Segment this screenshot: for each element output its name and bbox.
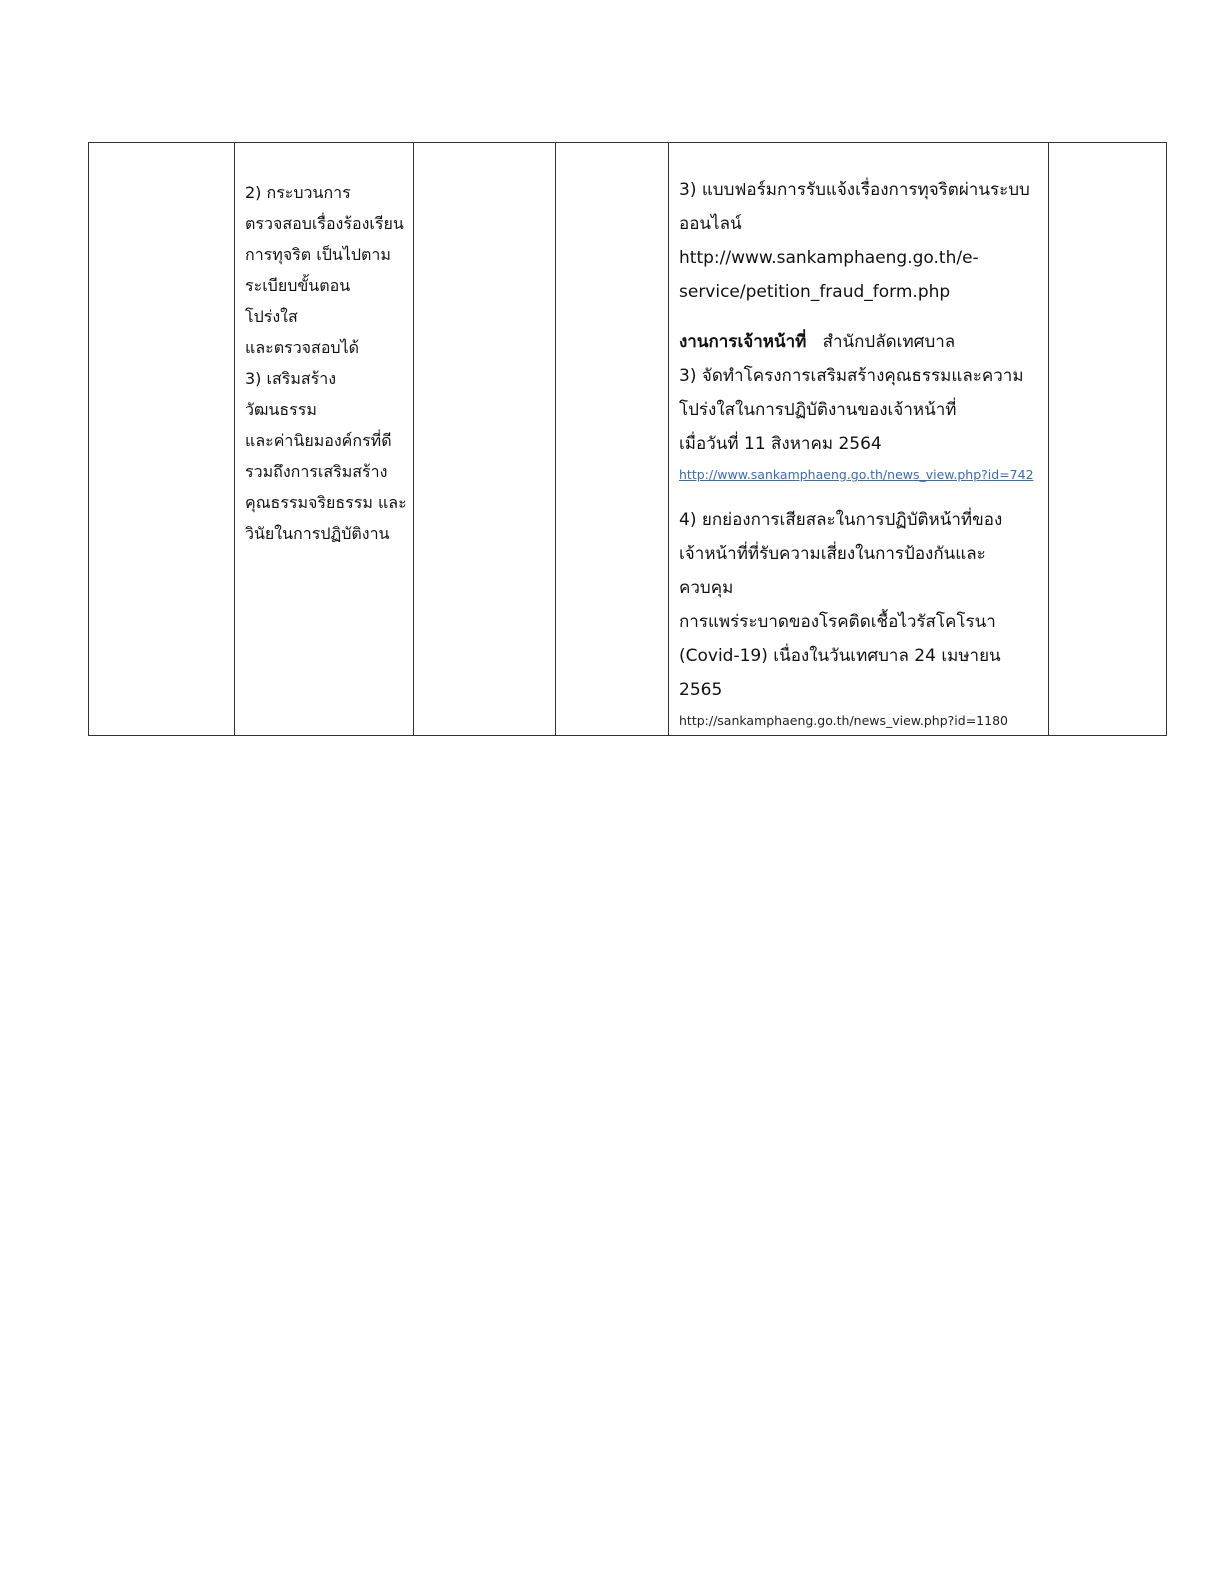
section-heading [679,325,1040,359]
item3-line: 3) แบบฟอร์มการรับแจ้งเรื่องการทุจริตผ่านระบบ [679,180,1030,200]
project4-line: (Covid-19) เนื่องในวันเทศบาล 24 เมษายน 2565 [679,646,1001,700]
column-5-cell [669,143,1049,736]
column-4-cell [556,143,669,736]
project4-url: http://sankamphaeng.go.th/news_view.php?id=1180 [679,713,1008,728]
document-table [88,142,1167,736]
project4-line: 4) ยกย่องการเสียสละในการปฏิบัติหน้าที่ของ [679,510,1003,530]
section-title: งานการเจ้าหน้าที่ [679,332,807,352]
objective-line: 3) เสริมสร้างวัฒนธรรม [245,369,337,419]
project3-line: เมื่อวันที่ 11 สิงหาคม 2564 [679,434,882,454]
project3-line: 3) จัดทำโครงการเสริมสร้างคุณธรรมและความ [679,366,1024,386]
objective-line: ระเบียบขั้นตอน โปร่งใส [245,276,351,326]
objective-line: 2) กระบวนการ [245,183,351,202]
objective-line: วินัยในการปฏิบัติงาน [245,524,390,543]
objective-line: การทุจริต เป็นไปตาม [245,245,391,264]
column-3-cell [414,143,556,736]
item3-line: ออนไลน์ http://www.sankamphaeng.go.th/e- [679,214,979,268]
column-6-cell [1049,143,1167,736]
project3-line: โปร่งใสในการปฏิบัติงานของเจ้าหน้าที่ [679,400,957,420]
objective-line: และค่านิยมองค์กรที่ดี [245,431,392,450]
objectives-text [235,143,413,549]
column-1-cell [89,143,235,736]
objective-line: คุณธรรมจริยธรรม และ [245,493,407,512]
table-row [89,143,1167,736]
objective-line: ตรวจสอบเรื่องร้องเรียน [245,214,404,233]
objective-line: และตรวจสอบได้ [245,338,360,357]
objective-line: รวมถึงการเสริมสร้าง [245,462,388,481]
project4-line: การแพร่ระบาดของโรคติดเชื้อไวรัสโคโรนา [679,612,996,632]
project3-link[interactable]: http://www.sankamphaeng.go.th/news_view.php?id=742 [679,467,1034,482]
column-2-cell [235,143,414,736]
results-text [669,143,1048,735]
section-office: สำนักปลัดเทศบาล [822,332,956,352]
project4-line: เจ้าหน้าที่ที่รับความเสี่ยงในการป้องกันและควบคุม [679,544,986,598]
item3-line: service/petition_fraud_form.php [679,282,951,302]
